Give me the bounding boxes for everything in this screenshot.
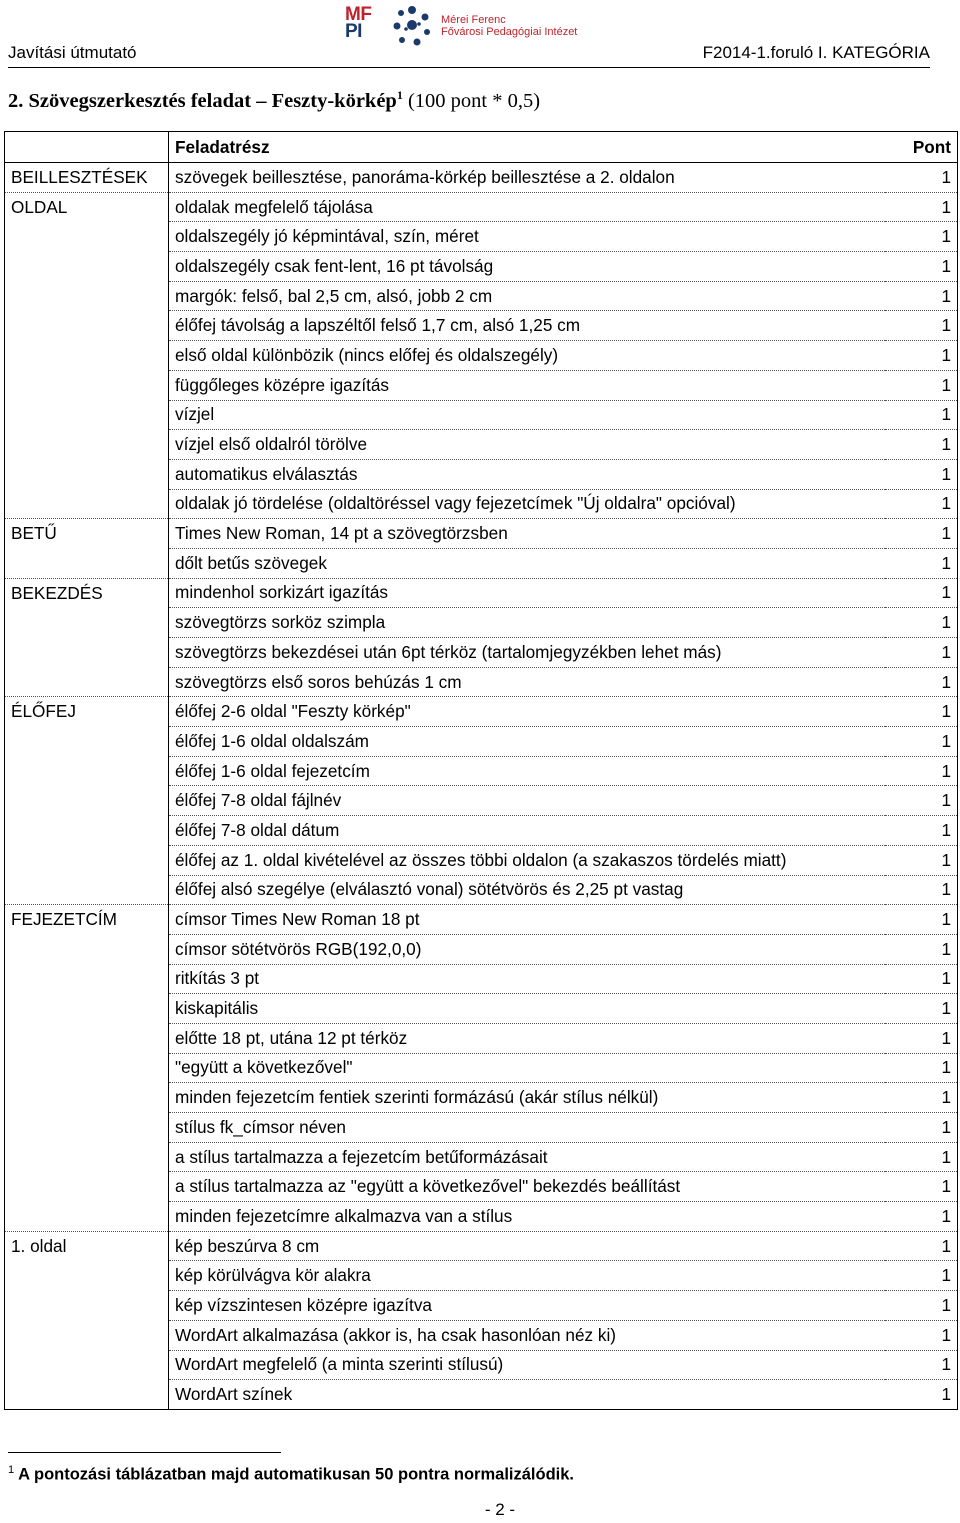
category-cell bbox=[5, 1380, 169, 1410]
category-cell bbox=[5, 667, 169, 697]
task-cell: "együtt a következővel" bbox=[169, 1053, 886, 1083]
task-cell: élőfej alsó szegélye (elválasztó vonal) sötétvörös és 2,25 pt vastag bbox=[169, 875, 886, 905]
category-cell bbox=[5, 994, 169, 1024]
task-cell: címsor Times New Roman 18 pt bbox=[169, 905, 886, 935]
table-row bbox=[5, 311, 958, 341]
header-points-cell: Pont bbox=[885, 132, 958, 163]
table-row bbox=[5, 934, 958, 964]
table-row bbox=[5, 400, 958, 430]
task-cell: élőfej 1-6 oldal oldalszám bbox=[169, 727, 886, 757]
footnote-text: A pontozási táblázatban majd automatikusan 50 pontra normalizálódik. bbox=[18, 1465, 575, 1484]
task-cell: mindenhol sorkizárt igazítás bbox=[169, 578, 886, 608]
points-cell: 1 bbox=[885, 1202, 958, 1232]
category-cell: FEJEZETCÍM bbox=[5, 905, 169, 935]
task-cell: függőleges középre igazítás bbox=[169, 370, 886, 400]
logo-institute-name bbox=[441, 14, 577, 38]
table-row bbox=[5, 548, 958, 578]
table-row bbox=[5, 816, 958, 846]
points-cell: 1 bbox=[885, 756, 958, 786]
category-cell bbox=[5, 756, 169, 786]
logo-abbreviation bbox=[345, 6, 371, 40]
table-row bbox=[5, 1113, 958, 1143]
points-cell: 1 bbox=[885, 697, 958, 727]
points-cell: 1 bbox=[885, 994, 958, 1024]
category-cell bbox=[5, 370, 169, 400]
table-row bbox=[5, 370, 958, 400]
table-row bbox=[5, 341, 958, 371]
title-footnote-mark: 1 bbox=[396, 88, 403, 102]
task-cell: stílus fk_címsor néven bbox=[169, 1113, 886, 1143]
category-cell bbox=[5, 1320, 169, 1350]
task-cell: kép vízszintesen középre igazítva bbox=[169, 1291, 886, 1321]
table-row bbox=[5, 756, 958, 786]
points-cell: 1 bbox=[885, 638, 958, 668]
header-left-text: Javítási útmutató bbox=[8, 43, 137, 62]
category-cell bbox=[5, 608, 169, 638]
points-cell: 1 bbox=[885, 905, 958, 935]
points-cell: 1 bbox=[885, 786, 958, 816]
points-cell: 1 bbox=[885, 459, 958, 489]
logo-name-line2: Fővárosi Pedagógiai Intézet bbox=[441, 26, 578, 38]
task-cell: első oldal különbözik (nincs előfej és oldalszegély) bbox=[169, 341, 886, 371]
footnote-divider bbox=[8, 1452, 281, 1453]
category-cell bbox=[5, 1350, 169, 1380]
category-cell bbox=[5, 430, 169, 460]
header-category-cell bbox=[5, 132, 169, 163]
task-cell: szövegtörzs bekezdései után 6pt térköz (tartalomjegyzékben lehet más) bbox=[169, 638, 886, 668]
task-cell: a stílus tartalmazza az "együtt a következővel" bekezdés beállítást bbox=[169, 1172, 886, 1202]
task-cell: élőfej 7-8 oldal dátum bbox=[169, 816, 886, 846]
table-row bbox=[5, 1083, 958, 1113]
table-row bbox=[5, 786, 958, 816]
footnote-mark: 1 bbox=[8, 1464, 15, 1476]
table-row bbox=[5, 1261, 958, 1291]
points-cell: 1 bbox=[885, 1023, 958, 1053]
table-row bbox=[5, 578, 958, 608]
category-cell: BETŰ bbox=[5, 519, 169, 549]
points-cell: 1 bbox=[885, 845, 958, 875]
table-header-row bbox=[5, 132, 958, 163]
table-row bbox=[5, 1320, 958, 1350]
task-cell: automatikus elválasztás bbox=[169, 459, 886, 489]
task-cell: vízjel bbox=[169, 400, 886, 430]
category-cell bbox=[5, 727, 169, 757]
table-row bbox=[5, 994, 958, 1024]
logo-abbr-top: MF bbox=[345, 4, 372, 25]
task-cell: szövegtörzs első soros behúzás 1 cm bbox=[169, 667, 886, 697]
table-row bbox=[5, 252, 958, 282]
table-row bbox=[5, 489, 958, 519]
table-row bbox=[5, 1172, 958, 1202]
task-cell: előtte 18 pt, utána 12 pt térköz bbox=[169, 1023, 886, 1053]
task-cell: WordArt színek bbox=[169, 1380, 886, 1410]
table-row bbox=[5, 281, 958, 311]
page-header bbox=[8, 0, 930, 68]
points-cell: 1 bbox=[885, 400, 958, 430]
table-row bbox=[5, 192, 958, 222]
task-cell: minden fejezetcímre alkalmazva van a stílus bbox=[169, 1202, 886, 1232]
header-right-text: F2014-1.foruló I. KATEGÓRIA bbox=[702, 43, 930, 62]
table-row bbox=[5, 1291, 958, 1321]
page-number: - 2 - bbox=[484, 1500, 516, 1519]
task-cell: kiskapitális bbox=[169, 994, 886, 1024]
task-cell: margók: felső, bal 2,5 cm, alsó, jobb 2 cm bbox=[169, 281, 886, 311]
task-cell: WordArt megfelelő (a minta szerinti stílusú) bbox=[169, 1350, 886, 1380]
points-cell: 1 bbox=[885, 489, 958, 519]
category-cell bbox=[5, 1172, 169, 1202]
points-cell: 1 bbox=[885, 1142, 958, 1172]
category-cell bbox=[5, 252, 169, 282]
task-cell: oldalszegély csak fent-lent, 16 pt távolság bbox=[169, 252, 886, 282]
task-cell: ritkítás 3 pt bbox=[169, 964, 886, 994]
table-row bbox=[5, 697, 958, 727]
category-cell bbox=[5, 1291, 169, 1321]
points-cell: 1 bbox=[885, 281, 958, 311]
category-cell: ÉLŐFEJ bbox=[5, 697, 169, 727]
category-cell bbox=[5, 1142, 169, 1172]
logo-abbr-bottom: PI bbox=[345, 21, 362, 42]
category-cell: BEILLESZTÉSEK bbox=[5, 163, 169, 193]
task-cell: a stílus tartalmazza a fejezetcím betűformázásait bbox=[169, 1142, 886, 1172]
task-cell: WordArt alkalmazása (akkor is, ha csak hasonlóan néz ki) bbox=[169, 1320, 886, 1350]
points-cell: 1 bbox=[885, 727, 958, 757]
task-cell: oldalszegély jó képmintával, szín, méret bbox=[169, 222, 886, 252]
category-cell bbox=[5, 281, 169, 311]
task-cell: kép körülvágva kör alakra bbox=[169, 1261, 886, 1291]
points-cell: 1 bbox=[885, 222, 958, 252]
category-cell bbox=[5, 341, 169, 371]
points-cell: 1 bbox=[885, 1053, 958, 1083]
section-title bbox=[8, 88, 540, 113]
table-row bbox=[5, 1202, 958, 1232]
points-cell: 1 bbox=[885, 816, 958, 846]
task-cell: Times New Roman, 14 pt a szövegtörzsben bbox=[169, 519, 886, 549]
task-cell: oldalak megfelelő tájolása bbox=[169, 192, 886, 222]
category-cell bbox=[5, 548, 169, 578]
table-row bbox=[5, 845, 958, 875]
points-cell: 1 bbox=[885, 608, 958, 638]
points-cell: 1 bbox=[885, 430, 958, 460]
points-cell: 1 bbox=[885, 341, 958, 371]
category-cell bbox=[5, 311, 169, 341]
task-cell: élőfej 2-6 oldal "Feszty körkép" bbox=[169, 697, 886, 727]
task-cell: címsor sötétvörös RGB(192,0,0) bbox=[169, 934, 886, 964]
category-cell bbox=[5, 222, 169, 252]
table-row bbox=[5, 1142, 958, 1172]
category-cell bbox=[5, 489, 169, 519]
category-cell bbox=[5, 845, 169, 875]
table-row bbox=[5, 430, 958, 460]
category-cell bbox=[5, 1023, 169, 1053]
header-divider bbox=[8, 67, 930, 68]
points-cell: 1 bbox=[885, 548, 958, 578]
task-cell: minden fejezetcím fentiek szerinti formázású (akár stílus nélkül) bbox=[169, 1083, 886, 1113]
table-row bbox=[5, 608, 958, 638]
category-cell bbox=[5, 816, 169, 846]
category-cell bbox=[5, 1083, 169, 1113]
task-cell: élőfej az 1. oldal kivételével az összes többi oldalon (a szakaszos tördelés miatt) bbox=[169, 845, 886, 875]
points-cell: 1 bbox=[885, 252, 958, 282]
points-cell: 1 bbox=[885, 1320, 958, 1350]
category-cell bbox=[5, 1053, 169, 1083]
title-main: 2. Szövegszerkesztés feladat – Feszty-körkép bbox=[8, 89, 397, 112]
points-cell: 1 bbox=[885, 311, 958, 341]
institute-logo bbox=[345, 0, 605, 50]
points-cell: 1 bbox=[885, 964, 958, 994]
points-cell: 1 bbox=[885, 370, 958, 400]
title-points: (100 pont * 0,5) bbox=[407, 89, 541, 112]
table-row bbox=[5, 1053, 958, 1083]
table-row bbox=[5, 667, 958, 697]
points-cell: 1 bbox=[885, 192, 958, 222]
table-row bbox=[5, 459, 958, 489]
scoring-table bbox=[4, 131, 958, 1410]
task-cell: élőfej távolság a lapszéltől felső 1,7 cm, alsó 1,25 cm bbox=[169, 311, 886, 341]
category-cell: 1. oldal bbox=[5, 1231, 169, 1261]
points-cell: 1 bbox=[885, 1113, 958, 1143]
points-cell: 1 bbox=[885, 578, 958, 608]
category-cell bbox=[5, 1113, 169, 1143]
table-row bbox=[5, 905, 958, 935]
category-cell bbox=[5, 964, 169, 994]
logo-emblem-icon bbox=[389, 2, 435, 48]
table-row bbox=[5, 964, 958, 994]
category-cell bbox=[5, 786, 169, 816]
points-cell: 1 bbox=[885, 163, 958, 193]
points-cell: 1 bbox=[885, 1380, 958, 1410]
category-cell bbox=[5, 459, 169, 489]
table-row bbox=[5, 1380, 958, 1410]
points-cell: 1 bbox=[885, 1261, 958, 1291]
category-cell bbox=[5, 400, 169, 430]
task-cell: dőlt betűs szövegek bbox=[169, 548, 886, 578]
category-cell: OLDAL bbox=[5, 192, 169, 222]
points-cell: 1 bbox=[885, 1083, 958, 1113]
points-cell: 1 bbox=[885, 1172, 958, 1202]
category-cell bbox=[5, 934, 169, 964]
category-cell bbox=[5, 1202, 169, 1232]
table-row bbox=[5, 638, 958, 668]
header-task-cell: Feladatrész bbox=[169, 132, 886, 163]
points-cell: 1 bbox=[885, 875, 958, 905]
task-cell: szövegtörzs sorköz szimpla bbox=[169, 608, 886, 638]
task-cell: kép beszúrva 8 cm bbox=[169, 1231, 886, 1261]
table-row bbox=[5, 875, 958, 905]
task-cell: oldalak jó tördelése (oldaltöréssel vagy fejezetcímek "Új oldalra" opcióval) bbox=[169, 489, 886, 519]
points-cell: 1 bbox=[885, 934, 958, 964]
table-row bbox=[5, 1023, 958, 1053]
category-cell bbox=[5, 875, 169, 905]
logo-name-line1: Mérei Ferenc bbox=[441, 14, 506, 26]
points-cell: 1 bbox=[885, 667, 958, 697]
table-row bbox=[5, 163, 958, 193]
task-cell: élőfej 1-6 oldal fejezetcím bbox=[169, 756, 886, 786]
table-row bbox=[5, 519, 958, 549]
category-cell: BEKEZDÉS bbox=[5, 578, 169, 608]
table-row bbox=[5, 727, 958, 757]
category-cell bbox=[5, 638, 169, 668]
points-cell: 1 bbox=[885, 1291, 958, 1321]
points-cell: 1 bbox=[885, 519, 958, 549]
table-row bbox=[5, 222, 958, 252]
table-row bbox=[5, 1350, 958, 1380]
table-row bbox=[5, 1231, 958, 1261]
task-cell: szövegek beillesztése, panoráma-körkép beillesztése a 2. oldalon bbox=[169, 163, 886, 193]
category-cell bbox=[5, 1261, 169, 1291]
task-cell: élőfej 7-8 oldal fájlnév bbox=[169, 786, 886, 816]
points-cell: 1 bbox=[885, 1350, 958, 1380]
points-cell: 1 bbox=[885, 1231, 958, 1261]
footnote bbox=[8, 1464, 574, 1485]
task-cell: vízjel első oldalról törölve bbox=[169, 430, 886, 460]
